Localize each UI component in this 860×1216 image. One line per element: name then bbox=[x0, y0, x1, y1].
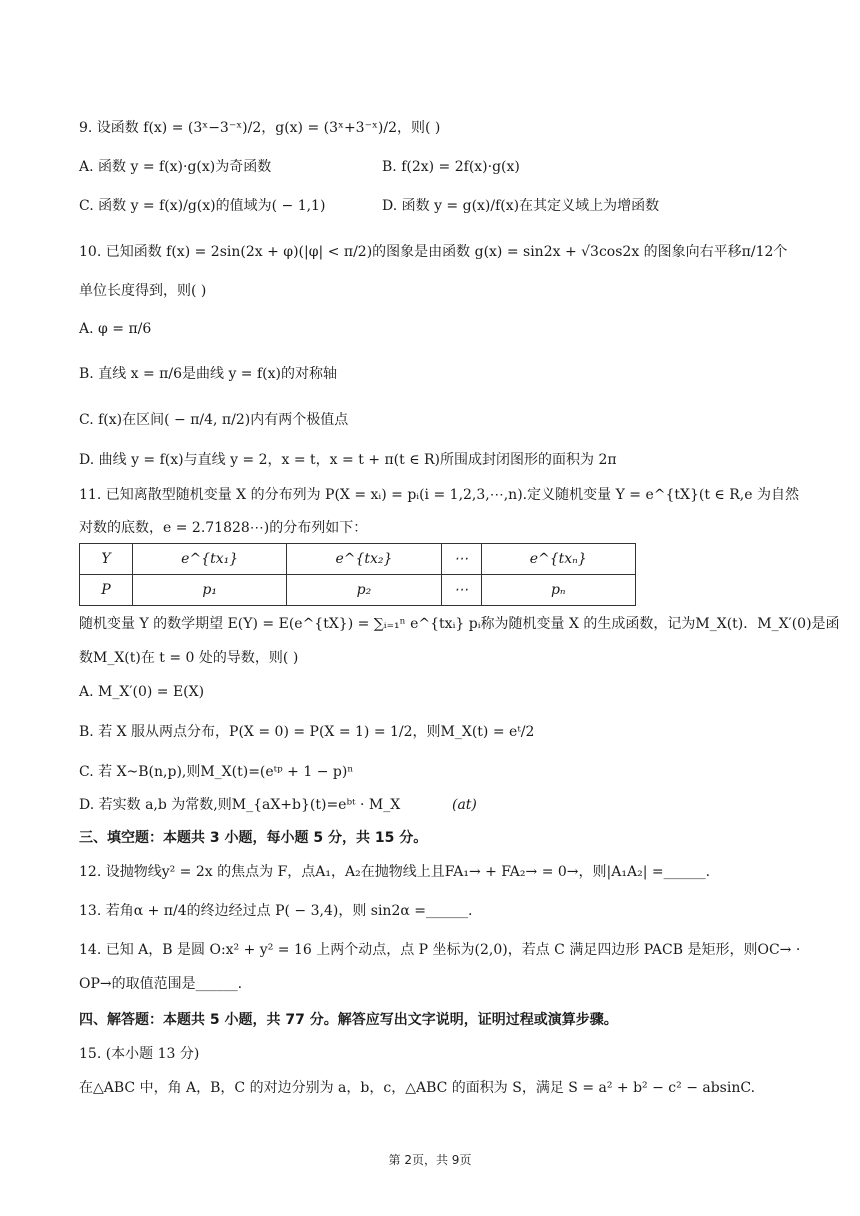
q10-stem-line2: 单位长度得到，则( ) bbox=[79, 283, 207, 299]
q11-option-c: C. 若 X~B(n,p),则M_X(t)=(eᵗᵖ + 1 − p)ⁿ bbox=[79, 764, 354, 780]
table-cell: ⋯ bbox=[441, 575, 481, 606]
table-cell: e^{tx₁} bbox=[133, 544, 287, 575]
q9-option-c: C. 函数 y = f(x)/g(x)的值域为( − 1,1) bbox=[79, 198, 326, 214]
table-cell: e^{txₙ} bbox=[481, 544, 635, 575]
q10-option-d: D. 曲线 y = f(x)与直线 y = 2，x = t，x = t + π(t ∈ R)所围成封闭图形的面积为 2π bbox=[79, 452, 617, 468]
q11-stem-line1: 11. 已知离散型随机变量 X 的分布列为 P(X = xᵢ) = pᵢ(i = 1,2,3,⋯,n).定义随机变量 Y = e^{tX}(t ∈ R,e 为自然 bbox=[79, 487, 799, 503]
q15-title: 15. (本小题 13 分) bbox=[79, 1046, 200, 1062]
q9-stem: 9. 设函数 f(x) = (3ˣ−3⁻ˣ)/2，g(x) = (3ˣ+3⁻ˣ)/2，则( ) bbox=[79, 120, 441, 136]
q9-option-b: B. f(2x) = 2f(x)·g(x) bbox=[382, 159, 520, 175]
q10-stem-line1: 10. 已知函数 f(x) = 2sin(2x + φ)(|φ| < π/2)的图象是由函数 g(x) = sin2x + √3cos2x 的图象向右平移π/12个 bbox=[79, 244, 788, 260]
q10-option-c: C. f(x)在区间( − π/4, π/2)内有两个极值点 bbox=[79, 412, 349, 428]
q10-option-b: B. 直线 x = π/6是曲线 y = f(x)的对称轴 bbox=[79, 366, 337, 382]
q14-line2: OP→的取值范围是______. bbox=[79, 976, 243, 992]
page-footer: 第 2页，共 9页 bbox=[388, 1153, 472, 1167]
table-cell: p₁ bbox=[133, 575, 287, 606]
q15-body: 在△ABC 中，角 A，B，C 的对边分别为 a，b，c，△ABC 的面积为 S，满足 S = a² + b² − c² − absinC. bbox=[79, 1080, 756, 1096]
distribution-table bbox=[79, 543, 636, 606]
q11-option-b: B. 若 X 服从两点分布，P(X = 0) = P(X = 1) = 1/2，则M_X(t) = eᵗ/2 bbox=[79, 724, 535, 740]
q9-option-a: A. 函数 y = f(x)·g(x)为奇函数 bbox=[79, 159, 272, 175]
section-3-heading: 三、填空题：本题共 3 小题，每小题 5 分，共 15 分。 bbox=[79, 830, 428, 846]
table-cell: p₂ bbox=[287, 575, 441, 606]
q11-stem-line2: 对数的底数，e = 2.71828⋯)的分布列如下： bbox=[79, 520, 368, 536]
section-4-heading: 四、解答题：本题共 5 小题，共 77 分。解答应写出文字说明，证明过程或演算步骤。 bbox=[79, 1012, 618, 1028]
q12-text: 12. 设抛物线y² = 2x 的焦点为 F，点A₁，A₂在抛物线上且FA₁→ + FA₂→ = 0→，则|A₁A₂| =______. bbox=[79, 864, 711, 880]
table-row bbox=[80, 575, 636, 606]
q13-text: 13. 若角α + π/4的终边经过点 P( − 3,4)，则 sin2α =______. bbox=[79, 903, 473, 919]
q10-option-a: A. φ = π/6 bbox=[79, 321, 152, 337]
q11-after-line1: 随机变量 Y 的数学期望 E(Y) = E(e^{tX}) = ∑ᵢ₌₁ⁿ e^{txᵢ} pᵢ称为随机变量 X 的生成函数，记为M_X(t)．M_X′(0)是函 bbox=[79, 616, 840, 632]
table-row bbox=[80, 544, 636, 575]
table-cell: ⋯ bbox=[441, 544, 481, 575]
q9-option-d: D. 函数 y = g(x)/f(x)在其定义域上为增函数 bbox=[382, 198, 660, 214]
q11-option-d-tail: (at) bbox=[452, 797, 477, 813]
q11-after-line2: 数M_X(t)在 t = 0 处的导数，则( ) bbox=[79, 650, 299, 666]
table-cell: P bbox=[80, 575, 133, 606]
q11-option-a: A. M_X′(0) = E(X) bbox=[79, 684, 205, 700]
q11-option-d: D. 若实数 a,b 为常数,则M_{aX+b}(t)=eᵇᵗ · M_X bbox=[79, 797, 401, 813]
table-cell: e^{tx₂} bbox=[287, 544, 441, 575]
table-cell: pₙ bbox=[481, 575, 635, 606]
table-cell: Y bbox=[80, 544, 133, 575]
q14-line1: 14. 已知 A，B 是圆 O:x² + y² = 16 上两个动点，点 P 坐标为(2,0)，若点 C 满足四边形 PACB 是矩形，则OC→ · bbox=[79, 942, 801, 958]
